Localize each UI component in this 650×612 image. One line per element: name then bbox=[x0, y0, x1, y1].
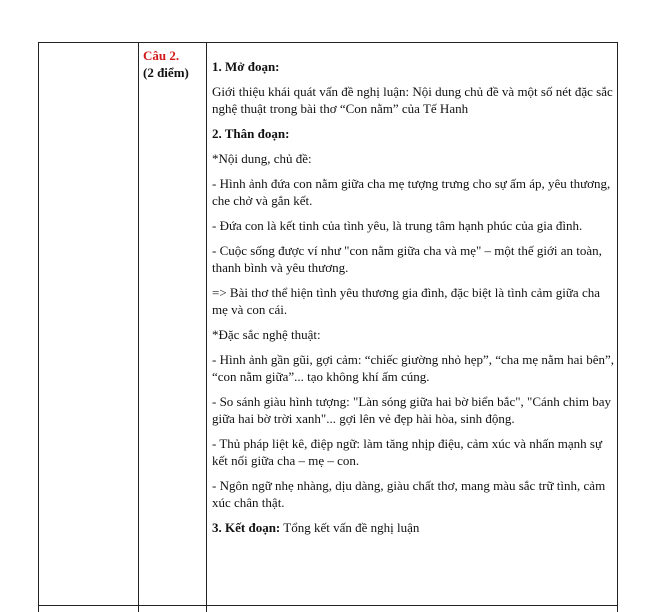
content-subheading: *Nội dung, chủ đề: bbox=[212, 151, 312, 166]
section-3-heading: 3. Kết đoạn: bbox=[212, 520, 281, 535]
answer-content bbox=[212, 58, 617, 544]
table-col-divider-1 bbox=[138, 42, 139, 612]
question-label: Câu 2. bbox=[143, 48, 180, 63]
section-3-text: Tổng kết vấn đề nghị luận bbox=[280, 520, 420, 535]
table-top-border bbox=[38, 42, 618, 43]
question-points: (2 điểm) bbox=[143, 65, 189, 80]
question-cell bbox=[143, 47, 203, 81]
art-item: - Hình ảnh gần gũi, gợi cảm: “chiếc giường nhỏ hẹp”, “cha mẹ nằm hai bên”, “con nằm giữa”... tạo không khí ấm cúng. bbox=[212, 352, 614, 384]
table-col-divider-2 bbox=[206, 42, 207, 612]
art-item: - Ngôn ngữ nhẹ nhàng, dịu dàng, giàu chất thơ, mang màu sắc trữ tình, cảm xúc chân thật. bbox=[212, 478, 606, 510]
content-item: - Cuộc sống được ví như "con nằm giữa cha và mẹ" – một thế giới an toàn, thanh bình và yêu thương. bbox=[212, 243, 602, 275]
section-1-heading: 1. Mở đoạn: bbox=[212, 59, 280, 74]
art-item: - Thủ pháp liệt kê, điệp ngữ: làm tăng nhịp điệu, cảm xúc và nhấn mạnh sự kết nối giữa cha – mẹ – con. bbox=[212, 436, 603, 468]
art-subheading: *Đặc sắc nghệ thuật: bbox=[212, 327, 321, 342]
section-1-text: Giới thiệu khái quát vấn đề nghị luận: Nội dung chủ đề và một số nét đặc sắc nghệ thuật trong bài thơ “Con nằm” của Tế Hanh bbox=[212, 84, 613, 116]
content-item: - Hình ảnh đứa con nằm giữa cha mẹ tượng trưng cho sự ấm áp, yêu thương, che chở và gắn kết. bbox=[212, 176, 611, 208]
table-left-border bbox=[38, 42, 39, 612]
table-right-border bbox=[617, 42, 618, 612]
content-item: - Đứa con là kết tinh của tình yêu, là trung tâm hạnh phúc của gia đình. bbox=[212, 218, 583, 233]
section-2-heading: 2. Thân đoạn: bbox=[212, 126, 290, 141]
table-row-border bbox=[38, 605, 618, 606]
art-item: - So sánh giàu hình tượng: "Làn sóng giữa hai bờ biển bắc", "Cánh chim bay giữa hai bờ trời xanh"... gợi lên vẻ đẹp hài hòa, sinh động. bbox=[212, 394, 612, 426]
section-3 bbox=[212, 519, 617, 536]
content-conclusion: => Bài thơ thể hiện tình yêu thương gia đình, đặc biệt là tình cảm giữa cha mẹ và con cái. bbox=[212, 285, 600, 317]
